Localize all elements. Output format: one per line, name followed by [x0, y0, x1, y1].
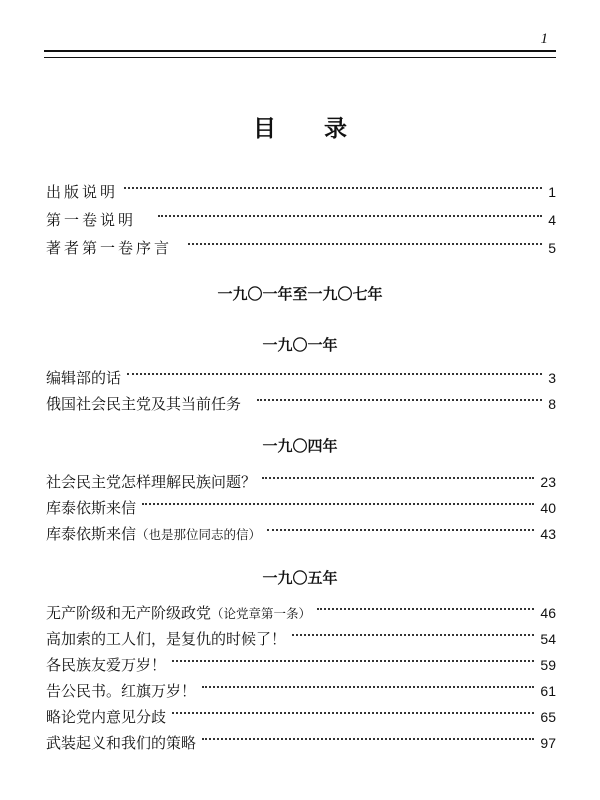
entry-title: 库泰依斯来信 [46, 499, 137, 517]
entry-page: 54 [540, 631, 556, 647]
dot-leader [127, 357, 542, 383]
year-group-1904 [46, 461, 556, 543]
toc-entry[interactable] [46, 461, 556, 491]
entry-page: 61 [540, 683, 556, 699]
entry-title: 社会民主党怎样理解民族问题？ [46, 473, 257, 491]
header-rule [44, 50, 556, 58]
entry-page: 5 [548, 240, 556, 256]
entry-title: 高加索的工人们，是复仇的时候了！ [46, 630, 287, 648]
entry-page: 23 [540, 474, 556, 490]
entry-page: 43 [540, 526, 556, 542]
dot-leader [262, 461, 534, 487]
entry-title: 俄国社会民主党及其当前任务 [46, 395, 242, 413]
entry-page: 3 [548, 370, 556, 386]
entry-page: 59 [540, 657, 556, 673]
toc-entry[interactable] [46, 592, 556, 622]
entry-title: 库泰依斯来信（也是那位同志的信） [46, 525, 262, 543]
dot-leader [202, 722, 534, 748]
entry-page: 46 [540, 605, 556, 621]
entry-title: 略论党内意见分歧 [46, 708, 167, 726]
front-matter [46, 171, 556, 257]
entry-page: 65 [540, 709, 556, 725]
entry-title: 编辑部的话 [46, 369, 122, 387]
entry-title: 出版说明 [46, 183, 119, 201]
toc-entry[interactable] [46, 383, 556, 413]
year-heading-1905: 一九〇五年 [262, 569, 338, 587]
dot-leader [172, 644, 534, 670]
entry-note: （论党章第一条） [211, 606, 312, 621]
entry-title: 告公民书。红旗万岁！ [46, 682, 197, 700]
toc-entry[interactable] [46, 357, 556, 387]
dot-leader [317, 592, 534, 618]
entry-title: 著者第一卷序言 [46, 239, 173, 257]
entry-page: 8 [548, 396, 556, 412]
toc-entry-publication-note[interactable] [46, 171, 556, 201]
dot-leader [267, 513, 534, 539]
dot-leader [124, 171, 542, 197]
dot-leader [158, 199, 542, 225]
period-title: 一九〇一年至一九〇七年 [217, 285, 383, 303]
entry-page: 1 [548, 184, 556, 200]
entry-title: 第一卷说明 [46, 211, 137, 229]
year-heading-1904: 一九〇四年 [262, 437, 338, 455]
dot-leader [292, 618, 534, 644]
entry-page: 97 [540, 735, 556, 751]
entry-note: （也是那位同志的信） [136, 527, 262, 542]
dot-leader [257, 383, 542, 409]
entry-page: 40 [540, 500, 556, 516]
year-heading-1901: 一九〇一年 [262, 336, 338, 354]
page-number: 1 [540, 31, 548, 47]
year-group-1901 [46, 357, 556, 413]
year-group-1905 [46, 592, 556, 752]
entry-title: 无产阶级和无产阶级政党（论党章第一条） [46, 604, 312, 622]
dot-leader [202, 670, 534, 696]
dot-leader [172, 696, 534, 722]
entry-title: 各民族友爱万岁！ [46, 656, 167, 674]
toc-title: 目 录 [252, 116, 367, 142]
dot-leader [188, 227, 542, 253]
toc-entry-volume-note[interactable] [46, 199, 556, 229]
entry-title: 武装起义和我们的策略 [46, 734, 197, 752]
entry-page: 4 [548, 212, 556, 228]
dot-leader [142, 487, 534, 513]
